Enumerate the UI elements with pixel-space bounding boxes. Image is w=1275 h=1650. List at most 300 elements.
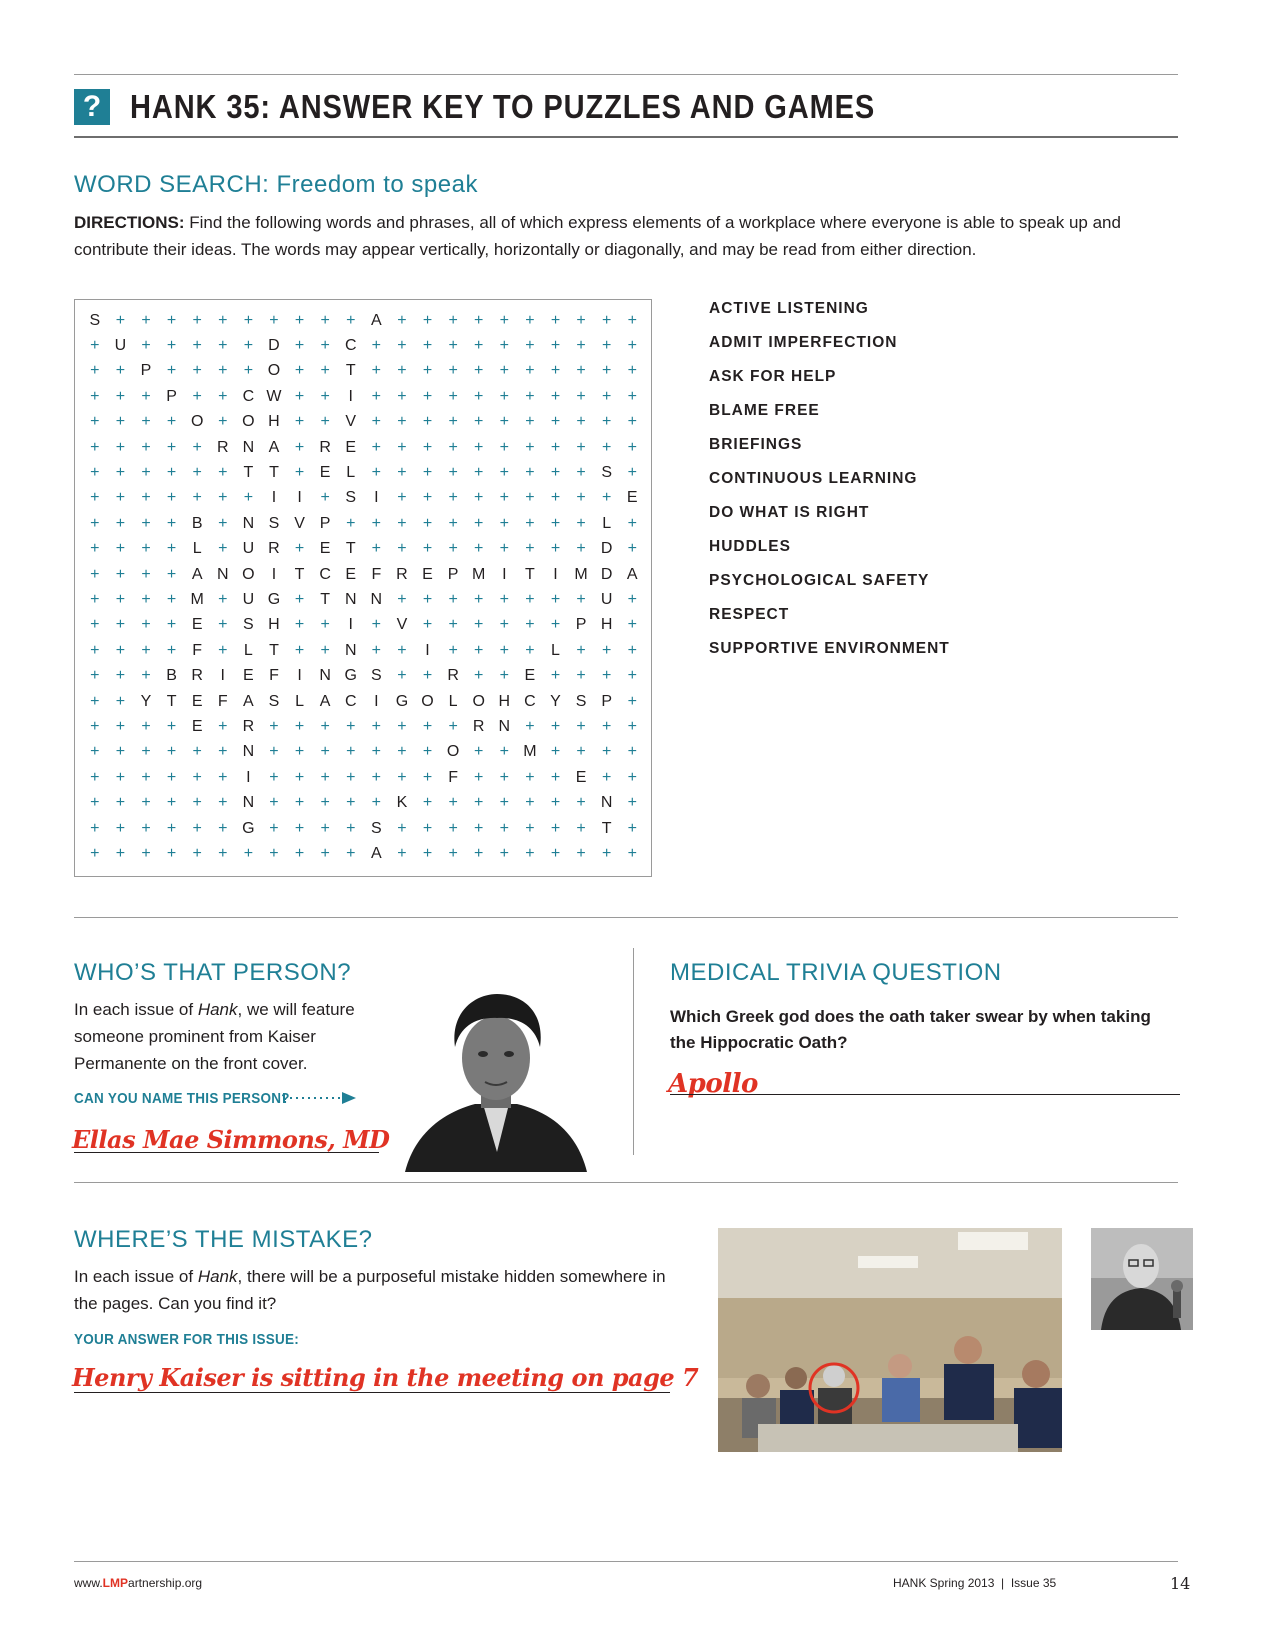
grid-letter: E (191, 616, 203, 634)
grid-filler: + (422, 667, 433, 685)
grid-filler: + (166, 489, 177, 507)
grid-letter: N (242, 794, 255, 812)
grid-letter: I (271, 565, 277, 583)
grid-letter: D (268, 337, 280, 355)
grid-filler: + (422, 819, 433, 837)
grid-letter: O (472, 692, 485, 710)
grid-letter: E (191, 692, 203, 710)
directions-label: DIRECTIONS: (74, 213, 185, 232)
grid-filler: + (550, 337, 561, 355)
word-list-item: HUDDLES (709, 538, 791, 555)
grid-letter: I (220, 667, 225, 685)
grid-letter: E (319, 540, 331, 558)
grid-filler: + (499, 616, 509, 634)
grid-letter: S (601, 464, 612, 482)
name-prompt: CAN YOU NAME THIS PERSON? (74, 1090, 290, 1107)
title-rule (74, 136, 1178, 138)
grid-letter: R (191, 667, 203, 685)
grid-filler: + (115, 514, 126, 532)
grid-filler: + (320, 489, 330, 507)
grid-letter: S (268, 514, 280, 532)
grid-filler: + (90, 362, 100, 380)
directions (74, 209, 1179, 263)
word-list-item: ACTIVE LISTENING (709, 300, 869, 317)
grid-letter: I (297, 489, 302, 507)
grid-filler: + (346, 768, 356, 786)
grid-filler: + (448, 794, 458, 812)
grid-filler: + (422, 616, 433, 634)
grid-filler: + (115, 438, 126, 456)
grid-filler: + (218, 794, 228, 812)
grid-filler: + (346, 794, 356, 812)
grid-filler: + (371, 616, 381, 634)
grid-letter: L (551, 641, 560, 659)
grid-filler: + (627, 641, 637, 659)
grid-filler: + (474, 844, 484, 862)
grid-letter: E (422, 565, 433, 583)
grid-filler: + (627, 768, 637, 786)
grid-letter: O (267, 362, 281, 380)
grid-filler: + (346, 717, 356, 735)
grid-letter: C (242, 387, 255, 405)
grid-filler: + (397, 438, 407, 456)
grid-filler: + (115, 692, 126, 710)
grid-filler: + (550, 590, 561, 608)
grid-filler: + (422, 438, 433, 456)
grid-filler: + (602, 311, 612, 329)
grid-filler: + (371, 717, 381, 735)
grid-letter: I (271, 489, 277, 507)
grid-filler: + (397, 641, 407, 659)
grid-filler: + (90, 514, 100, 532)
grid-filler: + (243, 311, 254, 329)
trivia-answer: Apollo (668, 1069, 758, 1099)
grid-filler: + (192, 844, 202, 862)
grid-filler: + (397, 311, 407, 329)
grid-letter: U (114, 337, 127, 355)
grid-letter: P (166, 387, 177, 405)
word-list-item: SUPPORTIVE ENVIRONMENT (709, 640, 950, 657)
grid-filler: + (218, 844, 228, 862)
grid-letter: N (319, 667, 331, 685)
grid-letter: T (269, 464, 279, 482)
grid-filler: + (141, 489, 151, 507)
grid-filler: + (499, 667, 509, 685)
word-list-item: PSYCHOLOGICAL SAFETY (709, 572, 930, 589)
grid-filler: + (422, 794, 433, 812)
grid-filler: + (320, 616, 330, 634)
grid-filler: + (192, 743, 202, 761)
grid-filler: + (141, 514, 151, 532)
grid-filler: + (166, 794, 177, 812)
grid-filler: + (115, 464, 126, 482)
grid-filler: + (346, 311, 356, 329)
grid-filler: + (550, 362, 561, 380)
grid-filler: + (550, 844, 561, 862)
grid-filler: + (294, 413, 305, 431)
grid-filler: + (294, 590, 305, 608)
grid-filler: + (397, 337, 407, 355)
grid-letter: G (344, 667, 357, 685)
whos-that-heading: WHO’S THAT PERSON? (74, 959, 352, 986)
grid-filler: + (192, 768, 202, 786)
grid-filler: + (448, 641, 458, 659)
grid-filler: + (474, 514, 484, 532)
whos-that-text: In each issue of Hank, we will feature someone prominent from Kaiser Permanente on the front cover. (74, 1000, 355, 1073)
grid-filler: + (474, 794, 484, 812)
grid-filler: + (115, 819, 126, 837)
grid-filler: + (166, 768, 177, 786)
grid-filler: + (422, 514, 433, 532)
grid-filler: + (525, 362, 535, 380)
grid-letter: O (242, 413, 255, 431)
grid-filler: + (576, 413, 586, 431)
grid-filler: + (422, 413, 433, 431)
trivia-question: Which Greek god does the oath taker swear by when taking the Hippocratic Oath? (670, 1007, 1151, 1052)
section-rule (74, 917, 1178, 918)
grid-letter: N (600, 794, 613, 812)
grid-filler: + (627, 438, 637, 456)
grid-filler: + (90, 641, 100, 659)
grid-filler: + (115, 667, 126, 685)
grid-filler: + (448, 413, 458, 431)
grid-letter: T (320, 590, 331, 608)
grid-filler: + (218, 387, 228, 405)
grid-filler: + (294, 362, 305, 380)
grid-letter: N (344, 641, 357, 659)
grid-filler: + (192, 819, 202, 837)
grid-filler: + (218, 362, 228, 380)
grid-letter: R (319, 438, 331, 456)
grid-letter: N (498, 717, 511, 735)
grid-filler: + (294, 616, 305, 634)
grid-filler: + (320, 743, 330, 761)
grid-filler: + (602, 743, 612, 761)
grid-letter: L (602, 514, 612, 532)
grid-filler: + (550, 743, 561, 761)
grid-filler: + (115, 311, 126, 329)
mistake-answer: Henry Kaiser is sitting in the meeting on page 7 (72, 1363, 699, 1392)
grid-letter: E (319, 464, 331, 482)
grid-filler: + (422, 844, 433, 862)
word-list-item: BRIEFINGS (709, 436, 803, 453)
grid-filler: + (550, 464, 561, 482)
grid-filler: + (166, 514, 177, 532)
grid-filler: + (550, 794, 561, 812)
grid-letter: G (267, 590, 281, 608)
question-mark-icon: ? (74, 89, 110, 125)
grid-filler: + (166, 641, 177, 659)
grid-letter: T (269, 641, 279, 659)
page-number: 14 (1170, 1574, 1191, 1593)
grid-filler: + (218, 819, 228, 837)
mistake-answer-line (74, 1392, 670, 1393)
grid-filler: + (474, 641, 484, 659)
grid-filler: + (141, 387, 151, 405)
grid-filler: + (602, 438, 612, 456)
column-divider (633, 948, 634, 1155)
grid-filler: + (576, 819, 586, 837)
grid-filler: + (166, 362, 177, 380)
grid-filler: + (166, 438, 177, 456)
grid-filler: + (474, 590, 484, 608)
grid-letter: E (243, 667, 254, 685)
grid-filler: + (294, 717, 305, 735)
top-rule (74, 74, 1178, 75)
grid-filler: + (397, 590, 407, 608)
grid-filler: + (371, 362, 381, 380)
grid-letter: N (242, 514, 255, 532)
word-search-grid-box (74, 299, 652, 877)
grid-filler: + (448, 337, 458, 355)
grid-filler: + (141, 819, 151, 837)
grid-letter: F (192, 641, 203, 659)
grid-filler: + (320, 768, 330, 786)
grid-filler: + (90, 337, 100, 355)
grid-filler: + (192, 387, 202, 405)
grid-letter: V (396, 616, 408, 634)
portrait-photo (405, 992, 587, 1172)
grid-letter: L (448, 692, 458, 710)
grid-filler: + (550, 819, 561, 837)
grid-filler: + (602, 667, 612, 685)
grid-filler: + (474, 768, 484, 786)
grid-filler: + (320, 641, 330, 659)
grid-filler: + (499, 464, 509, 482)
grid-letter: A (243, 692, 254, 710)
grid-letter: P (575, 616, 587, 634)
grid-filler: + (294, 819, 305, 837)
grid-filler: + (243, 844, 254, 862)
grid-filler: + (499, 540, 509, 558)
grid-filler: + (550, 311, 561, 329)
grid-letter: R (216, 438, 229, 456)
grid-filler: + (90, 692, 100, 710)
grid-filler: + (115, 768, 126, 786)
grid-filler: + (397, 464, 407, 482)
grid-filler: + (269, 794, 279, 812)
grid-filler: + (525, 641, 535, 659)
grid-letter: M (523, 743, 537, 761)
grid-filler: + (166, 743, 177, 761)
grid-filler: + (294, 311, 305, 329)
grid-filler: + (90, 489, 100, 507)
grid-filler: + (474, 489, 484, 507)
grid-letter: N (370, 590, 383, 608)
grid-filler: + (422, 743, 433, 761)
grid-filler: + (422, 362, 433, 380)
grid-filler: + (218, 413, 228, 431)
grid-letter: E (524, 667, 536, 685)
grid-filler: + (576, 337, 586, 355)
grid-filler: + (397, 667, 407, 685)
grid-letter: F (448, 768, 458, 786)
grid-filler: + (90, 717, 100, 735)
dotted-arrow-icon (282, 1090, 357, 1106)
grid-filler: + (422, 387, 433, 405)
grid-letter: M (190, 590, 204, 608)
grid-filler: + (576, 667, 586, 685)
grid-filler: + (448, 489, 458, 507)
grid-letter: P (319, 514, 331, 532)
grid-filler: + (576, 844, 586, 862)
grid-filler: + (243, 362, 254, 380)
grid-filler: + (166, 565, 177, 583)
grid-filler: + (115, 387, 126, 405)
grid-filler: + (141, 743, 151, 761)
grid-filler: + (218, 337, 228, 355)
grid-filler: + (294, 768, 305, 786)
grid-letter: F (269, 667, 279, 685)
section-rule-2 (74, 1182, 1178, 1183)
grid-letter: G (242, 819, 255, 837)
grid-filler: + (499, 819, 509, 837)
grid-filler: + (525, 540, 535, 558)
grid-filler: + (192, 464, 202, 482)
grid-filler: + (397, 717, 407, 735)
grid-filler: + (141, 794, 151, 812)
grid-letter: H (498, 692, 511, 710)
grid-filler: + (141, 311, 151, 329)
grid-filler: + (320, 387, 330, 405)
grid-filler: + (115, 565, 126, 583)
grid-filler: + (115, 641, 126, 659)
grid-letter: R (242, 717, 255, 735)
grid-filler: + (576, 794, 586, 812)
meeting-photo (718, 1228, 1062, 1452)
grid-filler: + (166, 464, 177, 482)
grid-filler: + (294, 743, 305, 761)
grid-filler: + (499, 743, 509, 761)
grid-filler: + (448, 362, 458, 380)
grid-letter: S (370, 667, 382, 685)
grid-letter: B (166, 667, 177, 685)
grid-filler: + (218, 311, 228, 329)
grid-filler: + (141, 590, 151, 608)
grid-filler: + (166, 311, 177, 329)
grid-filler: + (90, 387, 100, 405)
grid-letter: E (626, 489, 638, 507)
grid-filler: + (397, 514, 407, 532)
grid-filler: + (550, 768, 561, 786)
grid-filler: + (525, 311, 535, 329)
grid-filler: + (218, 616, 228, 634)
grid-filler: + (294, 641, 305, 659)
word-list-item: ADMIT IMPERFECTION (709, 334, 898, 351)
grid-filler: + (499, 844, 509, 862)
grid-filler: + (422, 489, 433, 507)
grid-filler: + (90, 438, 100, 456)
grid-filler: + (474, 743, 484, 761)
grid-filler: + (602, 489, 612, 507)
grid-filler: + (576, 438, 586, 456)
grid-letter: Y (550, 692, 561, 710)
grid-filler: + (525, 337, 535, 355)
grid-filler: + (141, 565, 151, 583)
grid-filler: + (422, 768, 433, 786)
grid-filler: + (474, 540, 484, 558)
grid-letter: K (396, 794, 408, 812)
grid-filler: + (576, 717, 586, 735)
grid-filler: + (499, 590, 509, 608)
grid-letter: I (502, 565, 507, 583)
grid-filler: + (627, 311, 637, 329)
grid-filler: + (218, 641, 228, 659)
footer-url[interactable]: www.LMPartnership.org (74, 1576, 203, 1590)
grid-filler: + (525, 464, 535, 482)
grid-filler: + (627, 590, 637, 608)
grid-letter: P (447, 565, 459, 583)
grid-letter: T (525, 565, 535, 583)
grid-filler: + (627, 844, 637, 862)
directions-text: Find the following words and phrases, all of which express elements of a workplace where everyone is able to speak up and contribute their ideas. The words may appear vertically, horizontally or diagonally, and may be read from either direction. (74, 213, 1121, 259)
grid-filler: + (320, 717, 330, 735)
grid-letter: A (268, 438, 280, 456)
grid-filler: + (115, 413, 126, 431)
grid-letter: F (217, 692, 228, 710)
grid-filler: + (320, 362, 330, 380)
grid-filler: + (166, 717, 177, 735)
grid-filler: + (397, 819, 407, 837)
grid-filler: + (166, 819, 177, 837)
grid-filler: + (269, 768, 279, 786)
grid-letter: V (345, 413, 357, 431)
grid-filler: + (448, 540, 458, 558)
grid-filler: + (499, 337, 509, 355)
grid-letter: O (242, 565, 255, 583)
grid-filler: + (90, 768, 100, 786)
grid-filler: + (90, 464, 100, 482)
grid-filler: + (371, 794, 381, 812)
grid-letter: T (166, 692, 177, 710)
grid-filler: + (141, 616, 151, 634)
grid-filler: + (397, 489, 407, 507)
grid-letter: C (319, 565, 331, 583)
grid-letter: U (600, 590, 613, 608)
grid-filler: + (576, 387, 586, 405)
grid-filler: + (499, 387, 509, 405)
word-list-item: DO WHAT IS RIGHT (709, 504, 870, 521)
grid-filler: + (346, 844, 356, 862)
grid-filler: + (218, 489, 228, 507)
grid-filler: + (499, 514, 509, 532)
grid-filler: + (627, 387, 637, 405)
grid-filler: + (397, 387, 407, 405)
grid-filler: + (115, 540, 126, 558)
grid-filler: + (141, 464, 151, 482)
person-answer-line (74, 1152, 379, 1153)
grid-letter: T (601, 819, 612, 837)
grid-filler: + (166, 844, 177, 862)
grid-filler: + (602, 387, 612, 405)
grid-filler: + (576, 489, 586, 507)
grid-filler: + (371, 641, 381, 659)
grid-filler: + (525, 387, 535, 405)
grid-filler: + (166, 616, 177, 634)
grid-filler: + (448, 717, 458, 735)
grid-letter: U (242, 540, 255, 558)
grid-letter: M (472, 565, 486, 583)
grid-filler: + (115, 616, 126, 634)
grid-letter: E (345, 438, 357, 456)
grid-letter: T (294, 565, 305, 583)
grid-filler: + (115, 362, 126, 380)
grid-filler: + (576, 641, 586, 659)
grid-filler: + (90, 819, 100, 837)
footer-rule (74, 1561, 1178, 1562)
grid-filler: + (627, 464, 637, 482)
grid-filler: + (474, 337, 484, 355)
